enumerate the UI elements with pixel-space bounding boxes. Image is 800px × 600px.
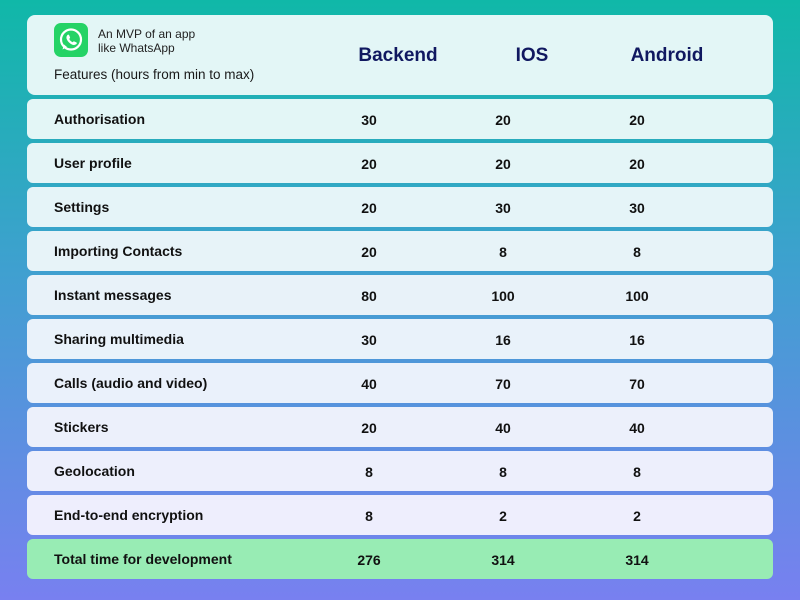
- feature-label: Settings: [54, 199, 110, 215]
- table-row: [27, 143, 773, 183]
- total-backend-hours: 276: [357, 552, 381, 568]
- feature-label: Importing Contacts: [54, 243, 183, 259]
- column-header-backend: Backend: [358, 45, 438, 66]
- features-column-header: Features (hours from min to max): [54, 67, 255, 82]
- feature-label: User profile: [54, 155, 132, 171]
- cell-ios-hours: 20: [495, 112, 511, 128]
- cell-ios-hours: 30: [495, 200, 511, 216]
- cell-backend-hours: 20: [361, 244, 377, 260]
- cell-android-hours: 30: [629, 200, 645, 216]
- column-header-android: Android: [630, 45, 704, 66]
- cell-ios-hours: 8: [499, 244, 507, 260]
- cell-backend-hours: 20: [361, 420, 377, 436]
- total-android-hours: 314: [625, 552, 649, 568]
- feature-label: Calls (audio and video): [54, 375, 208, 391]
- app-desc-line-2: like WhatsApp: [98, 41, 175, 55]
- cell-backend-hours: 8: [365, 464, 373, 480]
- table-row: [27, 275, 773, 315]
- column-header-ios: IOS: [515, 45, 549, 66]
- cell-ios-hours: 8: [499, 464, 507, 480]
- feature-label: End-to-end encryption: [54, 507, 204, 523]
- cell-ios-hours: 100: [491, 288, 515, 304]
- cell-ios-hours: 16: [495, 332, 511, 348]
- cell-android-hours: 8: [633, 464, 641, 480]
- feature-label: Instant messages: [54, 287, 172, 303]
- cell-android-hours: 70: [629, 376, 645, 392]
- table-row: [27, 187, 773, 227]
- feature-label: Authorisation: [54, 111, 145, 127]
- whatsapp-icon: [54, 23, 88, 57]
- table-row: [27, 363, 773, 403]
- table-row: [27, 451, 773, 491]
- cell-android-hours: 16: [629, 332, 645, 348]
- cell-android-hours: 20: [629, 156, 645, 172]
- total-ios-hours: 314: [491, 552, 515, 568]
- cell-ios-hours: 20: [495, 156, 511, 172]
- total-row: [27, 539, 773, 579]
- cell-backend-hours: 30: [361, 112, 377, 128]
- table-row: [27, 495, 773, 535]
- cell-backend-hours: 8: [365, 508, 373, 524]
- cell-ios-hours: 2: [499, 508, 507, 524]
- cell-android-hours: 40: [629, 420, 645, 436]
- cell-backend-hours: 20: [361, 200, 377, 216]
- cell-backend-hours: 80: [361, 288, 377, 304]
- app-desc-line-1: An MVP of an app: [98, 27, 196, 41]
- feature-label: Stickers: [54, 419, 109, 435]
- cell-android-hours: 100: [625, 288, 649, 304]
- table-row: [27, 231, 773, 271]
- cell-ios-hours: 70: [495, 376, 511, 392]
- table-row: [27, 99, 773, 139]
- cell-ios-hours: 40: [495, 420, 511, 436]
- cell-backend-hours: 40: [361, 376, 377, 392]
- cell-backend-hours: 20: [361, 156, 377, 172]
- cell-android-hours: 20: [629, 112, 645, 128]
- table-header: [27, 15, 773, 95]
- cell-android-hours: 8: [633, 244, 641, 260]
- app-description: [98, 27, 195, 55]
- table-row: [27, 319, 773, 359]
- feature-label: Sharing multimedia: [54, 331, 184, 347]
- cell-android-hours: 2: [633, 508, 641, 524]
- cell-backend-hours: 30: [361, 332, 377, 348]
- feature-label: Geolocation: [54, 463, 135, 479]
- total-label: Total time for development: [54, 551, 232, 567]
- table-row: [27, 407, 773, 447]
